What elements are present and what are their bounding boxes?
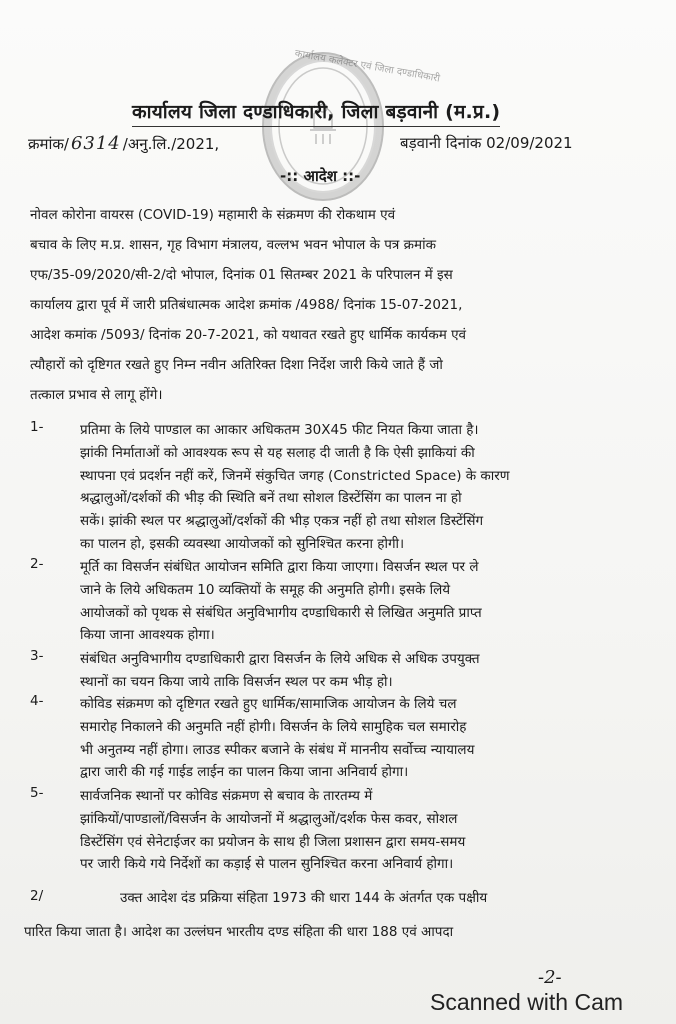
item-text [80, 693, 640, 784]
item-line: झांकी निर्माताओं को आवश्यक रूप से यह सलाह दी जाती है कि ऐसी झाकियां की [80, 444, 475, 461]
scanner-watermark: Scanned with Cam [430, 989, 624, 1015]
item-line: जाने के लिये अधिकतम 10 व्यक्तियों के समूह की अनुमति होगी। इसके लिये [80, 581, 451, 598]
reference-number-row [28, 133, 219, 154]
order-heading: -:: आदेश ::- [280, 167, 361, 185]
office-title [132, 98, 500, 124]
office-title-text: कार्यालय जिला दण्डाधिकारी, जिला बड़वानी (म.प्र.) [132, 101, 501, 123]
item-line: स्थानों का चयन किया जाये ताकि विसर्जन स्थल पर कम भीड़ हो। [80, 673, 393, 690]
intro-paragraph [30, 200, 615, 410]
place-date: बड़वानी दिनांक 02/09/2021 [400, 134, 573, 152]
item-text [80, 556, 640, 647]
item-line: कोविड संक्रमण को दृष्टिगत रखते हुए धार्मिक/सामाजिक आयोजन के लिये चल [80, 696, 457, 712]
section-number: 2/ [30, 888, 44, 904]
item-line: संबंधित अनुविभागीय दण्डाधिकारी द्वारा विसर्जन के लिये अधिक से अधिक उपयुक्त [80, 651, 480, 667]
item-line: स्थापना एवं प्रदर्शन नहीं करें, जिनमें संकुचित जगह (Constricted Space) के कारण [80, 467, 510, 484]
intro-line: बचाव के लिए म.प्र. शासन, गृह विभाग मंत्रालय, वल्लभ भवन भोपाल के पत्र क्रमांक [30, 237, 436, 253]
item-number: 3- [30, 648, 44, 664]
item-line: किया जाना आवश्यक होगा। [80, 627, 215, 644]
item-line: सार्वजनिक स्थानों पर कोविड संक्रमण से बचाव के तारतम्य में [80, 788, 373, 804]
intro-line: तत्काल प्रभाव से लागू होंगे। [30, 387, 163, 403]
item-line: प्रतिमा के लिये पाण्डाल का आकार अधिकतम 30X45 फीट नियत किया जाता है। [80, 422, 479, 438]
intro-line: नोवल कोरोना वायरस (COVID-19) महामारी के संक्रमण की रोकथाम एवं [30, 207, 396, 223]
item-number: 5- [30, 785, 44, 801]
page-number-mark: -2- [538, 967, 562, 988]
intro-line: त्यौहारों को दृष्टिगत रखते हुए निम्न नवीन अतिरिक्त दिशा निर्देश जारी किये जाते हैं जो [30, 357, 443, 373]
item-number: 2- [30, 556, 44, 572]
item-line: भी अनुतम्य नहीं होगा। लाउड स्पीकर बजाने के संबंध में माननीय सर्वोच्च न्यायालय [80, 741, 475, 758]
item-line: झांकियों/पाण्डालों/विसर्जन के आयोजनों में श्रद्धालुओं/दर्शक फेस कवर, सोशल [80, 810, 458, 827]
ref-prefix: क्रमांक/ [28, 135, 69, 153]
intro-line: एफ/35-09/2020/सी-2/दो भोपाल, दिनांक 01 सितम्बर 2021 के परिपालन में इस [30, 267, 453, 283]
item-line: पर जारी किये गये निर्देशों का कड़ाई से पालन सुनिश्चित करना अनिवार्य होगा। [80, 856, 454, 873]
intro-line: आदेश कमांक /5093/ दिनांक 20-7-2021, को यथावत रखते हुए धार्मिक कार्यकम एवं [30, 327, 467, 343]
item-text [80, 785, 640, 876]
seal-text: कार्यालय कलेक्टर एवं जिला दण्डाधिकारी [293, 48, 441, 85]
item-line: द्वारा जारी की गई गाईड लाईन का पालन किया जाना अनिवार्य होगा। [80, 764, 409, 781]
item-line: समारोह निकालने की अनुमति नहीं होगी। विसर्जन के लिये सामुहिक चल समारोह [80, 718, 467, 735]
section-line: उक्त आदेश दंड प्रक्रिया संहिता 1973 की धारा 144 के अंतर्गत एक पक्षीय [120, 890, 488, 906]
ref-suffix: /अनु.लि./2021, [122, 135, 220, 153]
item-line: मूर्ति का विसर्जन संबंधित आयोजन समिति द्वारा किया जाएगा। विसर्जन स्थल पर ले [80, 559, 479, 575]
item-number: 4- [30, 693, 44, 709]
section-line-2: पारित किया जाता है। आदेश का उल्लंघन भारतीय दण्ड संहिता की धारा 188 एवं आपदा [24, 924, 454, 940]
item-line: का पालन हो, इसकी व्यवस्था आयोजकों को सुनिश्चित करना होगी। [80, 535, 405, 552]
item-line: सकें। झांकी स्थल पर श्रद्धालुओं/दर्शकों की भीड़ एकत्र नहीं हो तथा सोशल डिस्टेंसिंग [80, 513, 484, 530]
item-line: आयोजकों को पृथक से संबंधित अनुविभागीय दण्डाधिकारी से लिखित अनुमति प्राप्त [80, 604, 482, 621]
title-underline [132, 126, 500, 127]
item-line: श्रद्धालुओं/दर्शकों की भीड़ की स्थिति बनें तथा सोशल डिस्टेंसिंग का पालन ना हो [80, 490, 462, 507]
item-text [80, 648, 640, 694]
item-number: 1- [30, 419, 44, 435]
ref-number-handwritten: 6314 [70, 133, 121, 154]
item-text [80, 419, 640, 556]
intro-line: कार्यालय द्वारा पूर्व में जारी प्रतिबंधात्मक आदेश क्रमांक /4988/ दिनांक 15-07-2021, [30, 297, 463, 313]
item-line: डिस्टेंसिंग एवं सेनेटाईजर का प्रयोजन के साथ ही जिला प्रशासन द्वारा समय-समय [80, 833, 466, 850]
